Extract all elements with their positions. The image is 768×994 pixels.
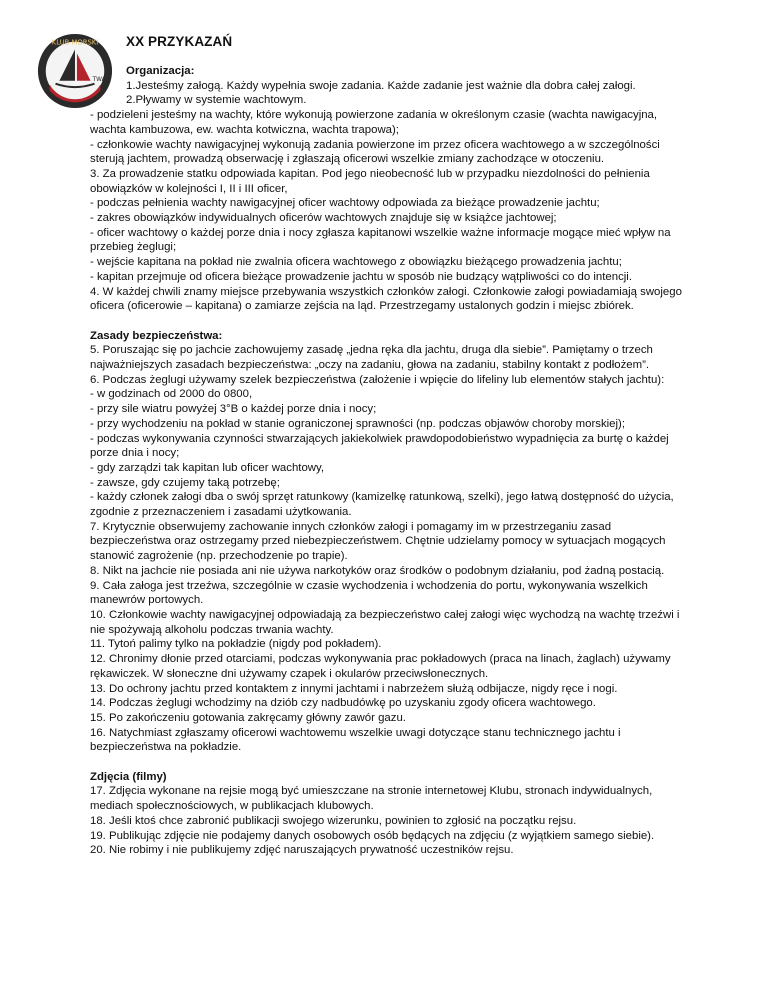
- rule-3: 3. Za prowadzenie statku odpowiada kapitan. Pod jego nieobecność lub w przypadku niezdolności do pełnienia obowiązków w kolejności I, II i III oficer,: [90, 167, 650, 195]
- rule-14: 14. Podczas żeglugi wchodzimy na dziób czy nadbudówkę po uzyskaniu zgody oficera wachtowego.: [90, 697, 596, 710]
- svg-text:KLUB MORSKI: KLUB MORSKI: [51, 38, 99, 47]
- list-item: - kapitan przejmuje od oficera bieżące prowadzenie jachtu w sposób nie budzący wątpliwości co do intencji.: [90, 270, 632, 283]
- list-item: - w godzinach od 2000 do 0800,: [90, 388, 253, 401]
- section-heading-organization: Organizacja:: [126, 65, 195, 77]
- section-heading-photos: Zdjęcia (filmy): [90, 770, 167, 783]
- list-item: - zawsze, gdy czujemy taką potrzebę;: [90, 476, 280, 489]
- rule-12: 12. Chronimy dłonie przed otarciami, podczas wykonywania prac pokładowych (praca na linach, żaglach) używamy rękawiczek. W słoneczne dni używamy czapek i okularów przeciwsłonecznych.: [90, 653, 671, 680]
- section-heading-safety: Zasady bezpieczeństwa:: [90, 329, 223, 342]
- rule-11: 11. Tytoń palimy tylko na pokładzie (nigdy pod pokładem).: [90, 638, 382, 651]
- rule-16: 16. Natychmiast zgłaszamy oficerowi wachtowemu wszelkie uwagi dotyczące stanu technicznego jachtu i bezpieczeństwa na pokładzie.: [90, 726, 621, 754]
- list-item: - oficer wachtowy o każdej porze dnia i nocy zgłasza kapitanowi wszelkie ważne informacje mogące mieć wpływ na przebieg żeglugi;: [90, 226, 671, 254]
- svg-text:TWA: TWA: [92, 76, 106, 83]
- list-item: - wejście kapitana na pokład nie zwalnia oficera wachtowego z obowiązku bieżącego prowadzenia jachtu;: [90, 256, 622, 269]
- rule-2: 2.Pływamy w systemie wachtowym.: [126, 94, 307, 107]
- page-title: XX PRZYKAZAŃ: [126, 34, 233, 49]
- rule-17: 17. Zdjęcia wykonane na rejsie mogą być umieszczane na stronie internetowej Klubu, stronach indywidualnych, mediach społecznościowych, w publikacjach klubowych.: [90, 785, 653, 813]
- list-item: - gdy zarządzi tak kapitan lub oficer wachtowy,: [90, 461, 325, 474]
- rule-6: 6. Podczas żeglugi używamy szelek bezpieczeństwa (założenie i wpięcie do lifeliny lub elementów stałych jachtu):: [90, 373, 665, 386]
- list-item: - podzieleni jesteśmy na wachty, które wykonują powierzone zadania w określonym czasie (wachta nawigacyjna, wachta kambuzowa, ew. wachta kotwiczna, wachta trapowa);: [90, 109, 658, 136]
- rule-18: 18. Jeśli ktoś chce zabronić publikacji swojego wizerunku, powinien to zgłosić na początku rejsu.: [90, 814, 577, 827]
- list-item: - każdy członek załogi dba o swój sprzęt ratunkowy (kamizelkę ratunkową, szelki), jego łatwą dostępność do użycia, zgodnie z przeznaczeniem i zasadami użytkowania.: [90, 491, 674, 519]
- rule-9: 9. Cała załoga jest trzeźwa, szczególnie w czasie wychodzenia i wchodzenia do portu, wykonywania wszelkich manewrów portowych.: [90, 579, 648, 607]
- list-item: - członkowie wachty nawigacyjnej wykonują zadania powierzone im przez oficera wachtowego a w szczególności sterują jachtem, prowadzą obserwację i zgłaszają oficerowi wszelkie zmiany zachodzące w otoczeniu.: [90, 138, 660, 166]
- rule-10: 10. Członkowie wachty nawigacyjnej odpowiadają za bezpieczeństwo całej załogi więc wychodzą na wachtę trzeźwi i nie spożywają alkoholu podczas trwania wachty.: [90, 609, 680, 636]
- document-body: [90, 64, 695, 858]
- rule-15: 15. Po zakończeniu gotowania zakręcamy główny zawór gazu.: [90, 711, 406, 724]
- list-item: - przy wychodzeniu na pokład w stanie ograniczonej sprawności (np. podczas objawów choroby morskiej);: [90, 417, 625, 430]
- rule-4: 4. W każdej chwili znamy miejsce przebywania wszystkich członków załogi. Członkowie załogi powiadamiają swojego oficera (oficerowie – kapitana) o zamiarze zejścia na ląd. Przestrzegamy ustalonych godzin i miejsc zbiórek.: [90, 285, 682, 313]
- rule-13: 13. Do ochrony jachtu przed kontaktem z innymi jachtami i nabrzeżem służą odbijacze, nigdy ręce i nogi.: [90, 682, 618, 695]
- rule-1: 1.Jesteśmy załogą. Każdy wypełnia swoje zadania. Każde zadanie jest ważnie dla dobra całej załogi.: [126, 79, 636, 92]
- rule-7: 7. Krytycznie obserwujemy zachowanie innych członków załogi i pomagamy im w przestrzeganiu zasad bezpieczeństwa oraz ostrzegamy przed niebezpieczeństwem. Chętnie udzielamy pomocy w sytuacjach mogących stanowić zagrożenie (np. przechodzenie po trapie).: [90, 520, 666, 563]
- list-item: - zakres obowiązków indywidualnych oficerów wachtowych znajduje się w książce jachtowej;: [90, 212, 557, 225]
- rule-5: 5. Poruszając się po jachcie zachowujemy zasadę „jedna ręka dla jachtu, druga dla siebie”. Pamiętamy o trzech najważniejszych zasadach bezpieczeństwa: „oczy na zadaniu, głowa na zadaniu, stabilny kontakt z podłożem”.: [90, 344, 653, 372]
- list-item: - przy sile wiatru powyżej 3°B o każdej porze dnia i nocy;: [90, 403, 377, 416]
- rule-8: 8. Nikt na jachcie nie posiada ani nie używa narkotyków oraz środków o podobnym działaniu, pod żadną postacią.: [90, 564, 665, 577]
- list-item: - podczas pełnienia wachty nawigacyjnej oficer wachtowy odpowiada za bieżące prowadzenie jachtu;: [90, 197, 600, 210]
- rule-19: 19. Publikując zdjęcie nie podajemy danych osobowych osób będących na zdjęciu (z wyjątkiem samego siebie).: [90, 829, 655, 842]
- rule-20: 20. Nie robimy i nie publikujemy zdjęć naruszających prywatność uczestników rejsu.: [90, 844, 514, 857]
- list-item: - podczas wykonywania czynności stwarzających jakiekolwiek prawdopodobieństwo wypadnięcia za burtę o każdej porze dnia i nocy;: [90, 432, 669, 460]
